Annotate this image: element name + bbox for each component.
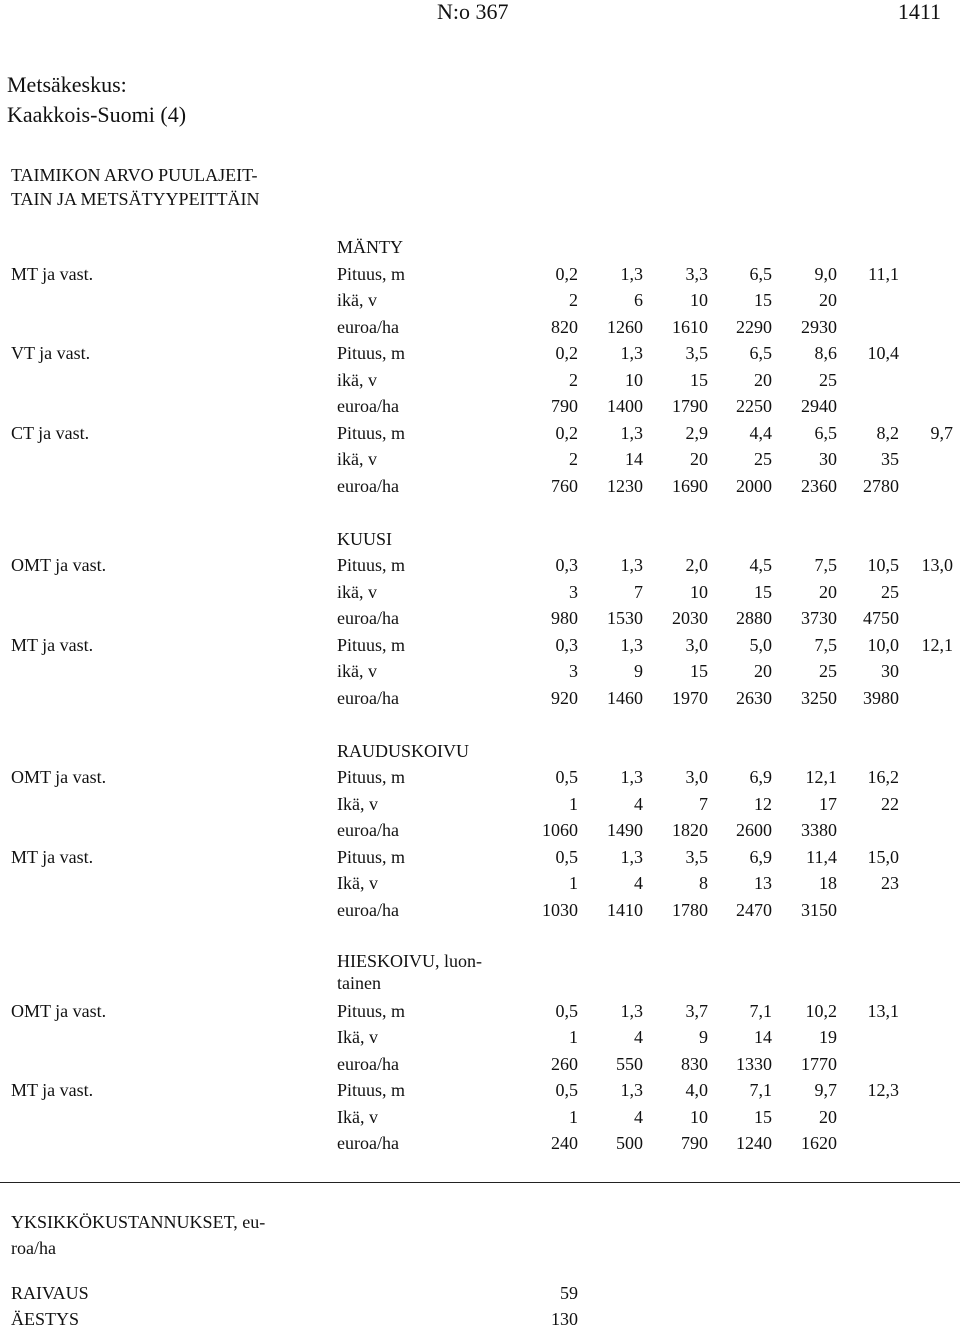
table-cell: 260 bbox=[551, 1053, 578, 1074]
table-cell: 20 bbox=[819, 581, 837, 602]
cost-row-clearing bbox=[0, 1280, 960, 1306]
table-cell: 10 bbox=[690, 1106, 708, 1127]
title-line-2: Kaakkois-Suomi (4) bbox=[7, 102, 187, 127]
issue-number: N:o 367 bbox=[437, 0, 509, 24]
table-cell: 20 bbox=[819, 1106, 837, 1127]
species-name bbox=[337, 526, 392, 553]
table-cell: 2630 bbox=[736, 687, 772, 708]
cost-name: ÄESTYS bbox=[11, 1309, 80, 1329]
table-cell: 23 bbox=[881, 873, 899, 893]
measure-label: ikä, v bbox=[337, 661, 377, 681]
table-cell: 1410 bbox=[607, 899, 643, 920]
table-cell: 9,7 bbox=[814, 1080, 837, 1100]
table-cell: 2880 bbox=[736, 608, 772, 628]
species-name-line: KUUSI bbox=[337, 528, 393, 549]
measure-label: euroa/ha bbox=[337, 396, 399, 416]
table-cell: 1,3 bbox=[620, 767, 643, 787]
table-cell: 10,5 bbox=[867, 555, 899, 575]
table-cell: 7 bbox=[699, 793, 708, 814]
table-cell: 3150 bbox=[801, 899, 837, 920]
species-name bbox=[337, 950, 482, 994]
table-cell: 1400 bbox=[607, 396, 643, 416]
cost-value: 130 bbox=[551, 1309, 578, 1329]
table-cell: 1,3 bbox=[620, 263, 643, 284]
species-name-line: RAUDUSKOIVU bbox=[337, 740, 470, 761]
table-cell: 8,6 bbox=[814, 343, 837, 363]
section-heading-line-1: TAIMIKON ARVO PUULAJEIT- bbox=[11, 165, 258, 185]
table-cell: 20 bbox=[690, 449, 708, 469]
table-cell: 9 bbox=[634, 661, 643, 681]
table-cell: 0,2 bbox=[555, 263, 578, 284]
measure-label: Ikä, v bbox=[337, 1106, 378, 1127]
site-type-label: MT ja vast. bbox=[11, 846, 94, 867]
measure-label: euroa/ha bbox=[337, 687, 399, 708]
table-cell: 790 bbox=[551, 396, 578, 416]
section-divider bbox=[0, 1182, 960, 1183]
measure-label: Pituus, m bbox=[337, 767, 406, 787]
measure-label: Pituus, m bbox=[337, 1080, 406, 1100]
table-cell: 35 bbox=[881, 449, 899, 469]
unit-costs-heading-line-2: roa/ha bbox=[11, 1238, 56, 1258]
species-header-row bbox=[0, 234, 960, 261]
site-type-label: VT ja vast. bbox=[11, 343, 91, 363]
site-type-label: OMT ja vast. bbox=[11, 555, 107, 575]
table-row bbox=[0, 870, 960, 897]
table-cell: 10,0 bbox=[867, 634, 899, 655]
measure-label: Ikä, v bbox=[337, 873, 378, 893]
seedling-value-table bbox=[0, 234, 960, 1157]
table-cell: 1260 bbox=[607, 316, 643, 337]
species-name-line: tainen bbox=[337, 972, 381, 993]
table-cell: 1620 bbox=[801, 1133, 837, 1153]
table-cell: 1,3 bbox=[620, 634, 643, 655]
table-cell: 13,0 bbox=[921, 555, 953, 575]
measure-label: euroa/ha bbox=[337, 475, 399, 496]
table-cell: 13 bbox=[754, 873, 772, 893]
table-cell: 20 bbox=[754, 369, 772, 390]
table-cell: 1030 bbox=[542, 899, 578, 920]
table-cell: 3,5 bbox=[685, 846, 708, 867]
site-type-label: OMT ja vast. bbox=[11, 1000, 107, 1021]
measure-label: euroa/ha bbox=[337, 1133, 399, 1153]
table-cell: 1490 bbox=[607, 820, 643, 840]
table-row bbox=[0, 393, 960, 420]
table-cell: 2030 bbox=[672, 608, 708, 628]
table-row bbox=[0, 632, 960, 659]
table-cell: 16,2 bbox=[867, 767, 899, 787]
table-cell: 7,1 bbox=[749, 1000, 772, 1021]
table-cell: 790 bbox=[681, 1133, 708, 1153]
table-cell: 25 bbox=[819, 369, 837, 390]
measure-label: Pituus, m bbox=[337, 343, 406, 363]
table-cell: 1,3 bbox=[620, 422, 643, 443]
table-row bbox=[0, 579, 960, 606]
table-cell: 9 bbox=[699, 1027, 708, 1047]
measure-label: Pituus, m bbox=[337, 846, 406, 867]
site-type-label: CT ja vast. bbox=[11, 422, 90, 443]
table-row bbox=[0, 1051, 960, 1078]
table-cell: 0,5 bbox=[555, 1080, 578, 1100]
table-cell: 0,2 bbox=[555, 343, 578, 363]
table-row bbox=[0, 1024, 960, 1051]
table-cell: 15 bbox=[754, 1106, 772, 1127]
table-cell: 17 bbox=[819, 793, 837, 814]
table-cell: 1780 bbox=[672, 899, 708, 920]
table-cell: 14 bbox=[754, 1027, 772, 1047]
table-row bbox=[0, 658, 960, 685]
table-cell: 920 bbox=[551, 687, 578, 708]
table-cell: 13,1 bbox=[867, 1000, 899, 1021]
table-cell: 3,3 bbox=[685, 263, 708, 284]
species-header-row bbox=[0, 738, 960, 765]
table-cell: 1,3 bbox=[620, 343, 643, 363]
table-row bbox=[0, 367, 960, 394]
table-row bbox=[0, 552, 960, 579]
table-cell: 10 bbox=[690, 581, 708, 602]
table-cell: 3,0 bbox=[685, 767, 708, 787]
table-cell: 3380 bbox=[801, 820, 837, 840]
table-row bbox=[0, 420, 960, 447]
table-row bbox=[0, 473, 960, 500]
table-cell: 20 bbox=[819, 290, 837, 310]
table-cell: 6,5 bbox=[814, 422, 837, 443]
table-cell: 2360 bbox=[801, 475, 837, 496]
table-cell: 760 bbox=[551, 475, 578, 496]
table-cell: 0,5 bbox=[555, 1000, 578, 1021]
table-cell: 9,0 bbox=[814, 263, 837, 284]
species-name-line: MÄNTY bbox=[337, 237, 403, 257]
table-cell: 6,5 bbox=[749, 343, 772, 363]
measure-label: ikä, v bbox=[337, 290, 377, 310]
species-header-row bbox=[0, 526, 960, 553]
section-heading-line-2: TAIN JA METSÄTYYPEITTÄIN bbox=[11, 189, 260, 209]
table-cell: 0,5 bbox=[555, 767, 578, 787]
table-cell: 1 bbox=[569, 1106, 578, 1127]
table-cell: 0,5 bbox=[555, 846, 578, 867]
table-cell: 4,4 bbox=[749, 422, 772, 443]
table-cell: 20 bbox=[754, 661, 772, 681]
table-cell: 2600 bbox=[736, 820, 772, 840]
table-cell: 0,3 bbox=[555, 634, 578, 655]
table-cell: 1,3 bbox=[620, 555, 643, 575]
table-cell: 8,2 bbox=[876, 422, 899, 443]
table-cell: 4750 bbox=[863, 608, 899, 628]
table-cell: 10 bbox=[690, 290, 708, 310]
measure-label: euroa/ha bbox=[337, 316, 399, 337]
measure-label: Pituus, m bbox=[337, 555, 406, 575]
table-cell: 3730 bbox=[801, 608, 837, 628]
measure-label: euroa/ha bbox=[337, 820, 399, 840]
table-cell: 4 bbox=[634, 793, 643, 814]
table-cell: 1790 bbox=[672, 396, 708, 416]
table-cell: 2 bbox=[569, 449, 578, 469]
table-cell: 0,3 bbox=[555, 555, 578, 575]
table-cell: 15 bbox=[754, 290, 772, 310]
table-cell: 4,0 bbox=[685, 1080, 708, 1100]
table-cell: 11,4 bbox=[806, 846, 837, 867]
measure-label: ikä, v bbox=[337, 581, 377, 602]
measure-label: Pituus, m bbox=[337, 422, 406, 443]
table-cell: 10,4 bbox=[867, 343, 899, 363]
table-cell: 7,5 bbox=[814, 634, 837, 655]
table-cell: 15 bbox=[690, 369, 708, 390]
table-cell: 12,1 bbox=[921, 634, 953, 655]
table-cell: 2930 bbox=[801, 316, 837, 337]
table-cell: 7,1 bbox=[749, 1080, 772, 1100]
table-cell: 15 bbox=[690, 661, 708, 681]
table-cell: 1460 bbox=[607, 687, 643, 708]
table-cell: 1770 bbox=[801, 1053, 837, 1074]
table-cell: 2250 bbox=[736, 396, 772, 416]
table-row bbox=[0, 287, 960, 314]
cost-name: RAIVAUS bbox=[11, 1283, 89, 1303]
table-cell: 6,9 bbox=[749, 846, 772, 867]
table-cell: 30 bbox=[819, 449, 837, 469]
table-row bbox=[0, 340, 960, 367]
measure-label: Ikä, v bbox=[337, 1027, 378, 1047]
table-cell: 500 bbox=[616, 1133, 643, 1153]
site-type-label: OMT ja vast. bbox=[11, 767, 107, 787]
measure-label: Pituus, m bbox=[337, 1000, 406, 1021]
table-cell: 12,1 bbox=[805, 767, 837, 787]
table-cell: 22 bbox=[881, 793, 899, 814]
table-cell: 1,3 bbox=[620, 846, 643, 867]
table-row bbox=[0, 998, 960, 1025]
species-name bbox=[337, 234, 403, 261]
table-row bbox=[0, 1077, 960, 1104]
table-cell: 11,1 bbox=[868, 263, 899, 284]
table-cell: 15,0 bbox=[867, 846, 899, 867]
table-cell: 4 bbox=[634, 873, 643, 893]
table-cell: 1530 bbox=[607, 608, 643, 628]
table-cell: 2000 bbox=[736, 475, 772, 496]
table-cell: 1330 bbox=[736, 1053, 772, 1074]
measure-label: euroa/ha bbox=[337, 608, 399, 628]
table-cell: 1 bbox=[569, 873, 578, 893]
table-cell: 18 bbox=[819, 873, 837, 893]
table-cell: 3 bbox=[569, 581, 578, 602]
section-heading bbox=[11, 163, 260, 211]
table-cell: 2780 bbox=[863, 475, 899, 496]
site-type-label: MT ja vast. bbox=[11, 634, 94, 655]
unit-costs-heading bbox=[11, 1209, 265, 1261]
table-cell: 1,3 bbox=[620, 1000, 643, 1021]
table-cell: 1970 bbox=[672, 687, 708, 708]
table-cell: 980 bbox=[551, 608, 578, 628]
table-row bbox=[0, 446, 960, 473]
measure-label: Pituus, m bbox=[337, 634, 406, 655]
species-header-row bbox=[0, 950, 960, 998]
page-number: 1411 bbox=[897, 0, 941, 24]
table-cell: 25 bbox=[881, 581, 899, 602]
table-cell: 5,0 bbox=[749, 634, 772, 655]
table-cell: 3,7 bbox=[685, 1000, 708, 1021]
table-cell: 1,3 bbox=[620, 1080, 643, 1100]
table-cell: 6,5 bbox=[749, 263, 772, 284]
table-cell: 9,7 bbox=[930, 422, 953, 443]
title-line-1: Metsäkeskus: bbox=[7, 72, 127, 97]
table-cell: 2 bbox=[569, 290, 578, 310]
measure-label: Pituus, m bbox=[337, 263, 406, 284]
table-row bbox=[0, 844, 960, 871]
table-cell: 2470 bbox=[736, 899, 772, 920]
table-cell: 1820 bbox=[672, 820, 708, 840]
table-row bbox=[0, 314, 960, 341]
table-cell: 1690 bbox=[672, 475, 708, 496]
table-cell: 830 bbox=[681, 1053, 708, 1074]
species-name bbox=[337, 738, 469, 765]
species-name-line: HIESKOIVU, luon- bbox=[337, 950, 482, 971]
table-row bbox=[0, 817, 960, 844]
table-row bbox=[0, 791, 960, 818]
table-cell: 19 bbox=[819, 1027, 837, 1047]
table-cell: 2 bbox=[569, 369, 578, 390]
table-cell: 2,9 bbox=[685, 422, 708, 443]
table-cell: 12,3 bbox=[867, 1080, 899, 1100]
table-cell: 3,5 bbox=[685, 343, 708, 363]
table-row bbox=[0, 261, 960, 288]
measure-label: ikä, v bbox=[337, 369, 377, 390]
table-row bbox=[0, 764, 960, 791]
site-type-label: MT ja vast. bbox=[11, 263, 94, 284]
table-cell: 14 bbox=[625, 449, 643, 469]
measure-label: Ikä, v bbox=[337, 793, 378, 814]
table-cell: 10,2 bbox=[805, 1000, 837, 1021]
table-cell: 6 bbox=[634, 290, 643, 310]
table-cell: 15 bbox=[754, 581, 772, 602]
cost-value: 59 bbox=[560, 1283, 578, 1303]
table-row bbox=[0, 685, 960, 712]
table-row bbox=[0, 1130, 960, 1157]
table-row bbox=[0, 605, 960, 632]
table-cell: 2940 bbox=[801, 396, 837, 416]
table-cell: 3 bbox=[569, 661, 578, 681]
measure-label: ikä, v bbox=[337, 449, 377, 469]
table-cell: 4 bbox=[634, 1106, 643, 1127]
table-cell: 30 bbox=[881, 661, 899, 681]
table-cell: 240 bbox=[551, 1133, 578, 1153]
table-row bbox=[0, 897, 960, 924]
table-cell: 2,0 bbox=[685, 555, 708, 575]
table-cell: 4,5 bbox=[749, 555, 772, 575]
table-cell: 1 bbox=[569, 793, 578, 814]
table-cell: 1060 bbox=[542, 820, 578, 840]
table-cell: 10 bbox=[625, 369, 643, 390]
table-cell: 3250 bbox=[801, 687, 837, 708]
table-cell: 7,5 bbox=[814, 555, 837, 575]
site-type-label: MT ja vast. bbox=[11, 1080, 94, 1100]
table-row bbox=[0, 1104, 960, 1131]
measure-label: euroa/ha bbox=[337, 1053, 399, 1074]
table-cell: 7 bbox=[634, 581, 643, 602]
table-cell: 820 bbox=[551, 316, 578, 337]
table-cell: 25 bbox=[819, 661, 837, 681]
table-cell: 8 bbox=[699, 873, 708, 893]
table-cell: 25 bbox=[754, 449, 772, 469]
page-title bbox=[7, 70, 186, 130]
table-cell: 1 bbox=[569, 1027, 578, 1047]
table-cell: 3980 bbox=[863, 687, 899, 708]
measure-label: euroa/ha bbox=[337, 899, 399, 920]
table-cell: 4 bbox=[634, 1027, 643, 1047]
table-cell: 6,9 bbox=[749, 767, 772, 787]
table-cell: 2290 bbox=[736, 316, 772, 337]
table-cell: 550 bbox=[616, 1053, 643, 1074]
table-cell: 1610 bbox=[672, 316, 708, 337]
table-cell: 1230 bbox=[607, 475, 643, 496]
cost-row-harrowing bbox=[0, 1306, 960, 1332]
table-cell: 3,0 bbox=[685, 634, 708, 655]
table-cell: 0,2 bbox=[555, 422, 578, 443]
table-cell: 12 bbox=[754, 793, 772, 814]
unit-costs-heading-line-1: YKSIKKÖKUSTANNUKSET, eu- bbox=[11, 1212, 266, 1232]
table-cell: 1240 bbox=[736, 1133, 772, 1153]
